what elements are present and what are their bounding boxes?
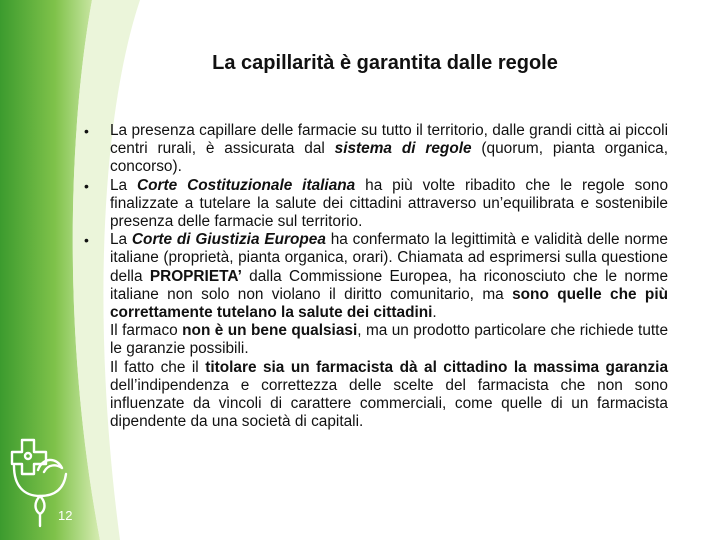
emphasis: Corte Costituzionale italiana [137,176,356,194]
text: , ma un prodotto particolare che richiede tutte le garanzie possibili. [110,322,669,358]
slide-title: La capillarità è garantita dalle regole [212,52,558,74]
bullet-item [84,122,668,177]
text: . [432,304,437,322]
slide-body [84,122,668,431]
bullet-dot: • [84,232,89,249]
bold-text: PROPRIETA’ [149,267,242,285]
text: dalla Commissione Europea, ha riconosciuto che le norme italiane non solo non violano il diritto comunitario, ma [110,267,669,303]
text: La presenza capillare delle farmacie su tutto il territorio, dalle grandi città ai piccoli centri rurali, è assicurata dal [110,122,668,158]
bold-text: sono quelle che più correttamente tutelano la salute dei cittadini [110,285,668,322]
bullet-dot: • [84,123,89,139]
text: (quorum, pianta organica, concorso). [110,140,668,176]
text: ha confermato la legittimità e validità delle norme italiane (proprietà, pianta organica, orari). Chiamata ad esprimersi sulla questione della [110,231,668,285]
text: dell’indipendenza e correttezza delle scelte del farmacista che non sono influenzate da vincoli di carattere commerciali, come quelle di un farmacista dipendente da una società di capitali. [110,376,668,431]
text: La [110,176,138,194]
emphasis: sistema di regole [334,140,472,158]
text: La [110,231,132,249]
paragraph [84,359,668,432]
bold-text: non è un bene qualsiasi [182,322,358,340]
bullet-dot: • [84,177,89,194]
text: ha più volte ribadito che le regole sono finalizzate a tutelare la salute dei cittadini attraverso un’equilibrata e sostenibile presenza delle farmacie sul territorio. [110,176,669,231]
paragraph [84,322,668,358]
bold-text: titolare sia un farmacista dà al cittadino la massima garanzia [205,358,669,376]
page-number: 12 [58,508,73,523]
text: Il fatto che il [110,358,206,376]
emphasis: Corte di Giustizia Europea [131,231,326,249]
bullet-item [84,231,668,322]
text: Il farmaco [110,322,183,340]
pharmacy-cross-logo-icon [8,430,88,530]
bullet-item [84,177,668,232]
